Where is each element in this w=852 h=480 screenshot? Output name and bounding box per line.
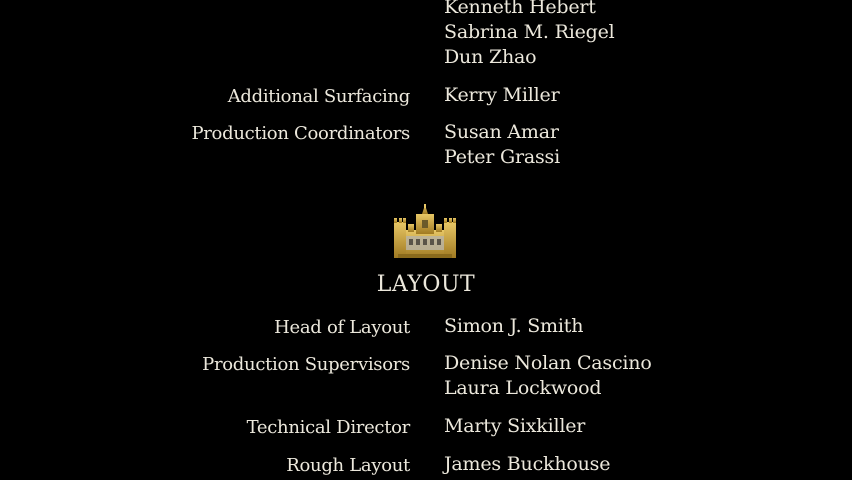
- credit-name: Kenneth Hebert: [444, 0, 596, 18]
- credit-name: Denise Nolan Cascino: [444, 352, 652, 374]
- credit-name: Kerry Miller: [444, 84, 560, 106]
- credit-name: Laura Lockwood: [444, 377, 602, 399]
- section-title: LAYOUT: [376, 272, 476, 297]
- credit-role-head-of-layout: Head of Layout: [274, 317, 410, 338]
- credit-name: Sabrina M. Riegel: [444, 21, 615, 43]
- credit-name: Susan Amar: [444, 121, 559, 143]
- credit-role-additional-surfacing: Additional Surfacing: [227, 86, 410, 107]
- credit-name: James Buckhouse: [444, 453, 611, 475]
- credit-role-rough-layout: Rough Layout: [286, 455, 410, 476]
- credit-role-production-supervisors: Production Supervisors: [202, 354, 410, 375]
- credit-role-production-coordinators: Production Coordinators: [191, 123, 410, 144]
- credit-role-technical-director: Technical Director: [246, 417, 410, 438]
- credit-name: Dun Zhao: [444, 46, 537, 68]
- castle-icon: [392, 204, 458, 260]
- credit-name: Simon J. Smith: [444, 315, 584, 337]
- credit-name: Marty Sixkiller: [444, 415, 586, 437]
- credit-name: Peter Grassi: [444, 146, 560, 168]
